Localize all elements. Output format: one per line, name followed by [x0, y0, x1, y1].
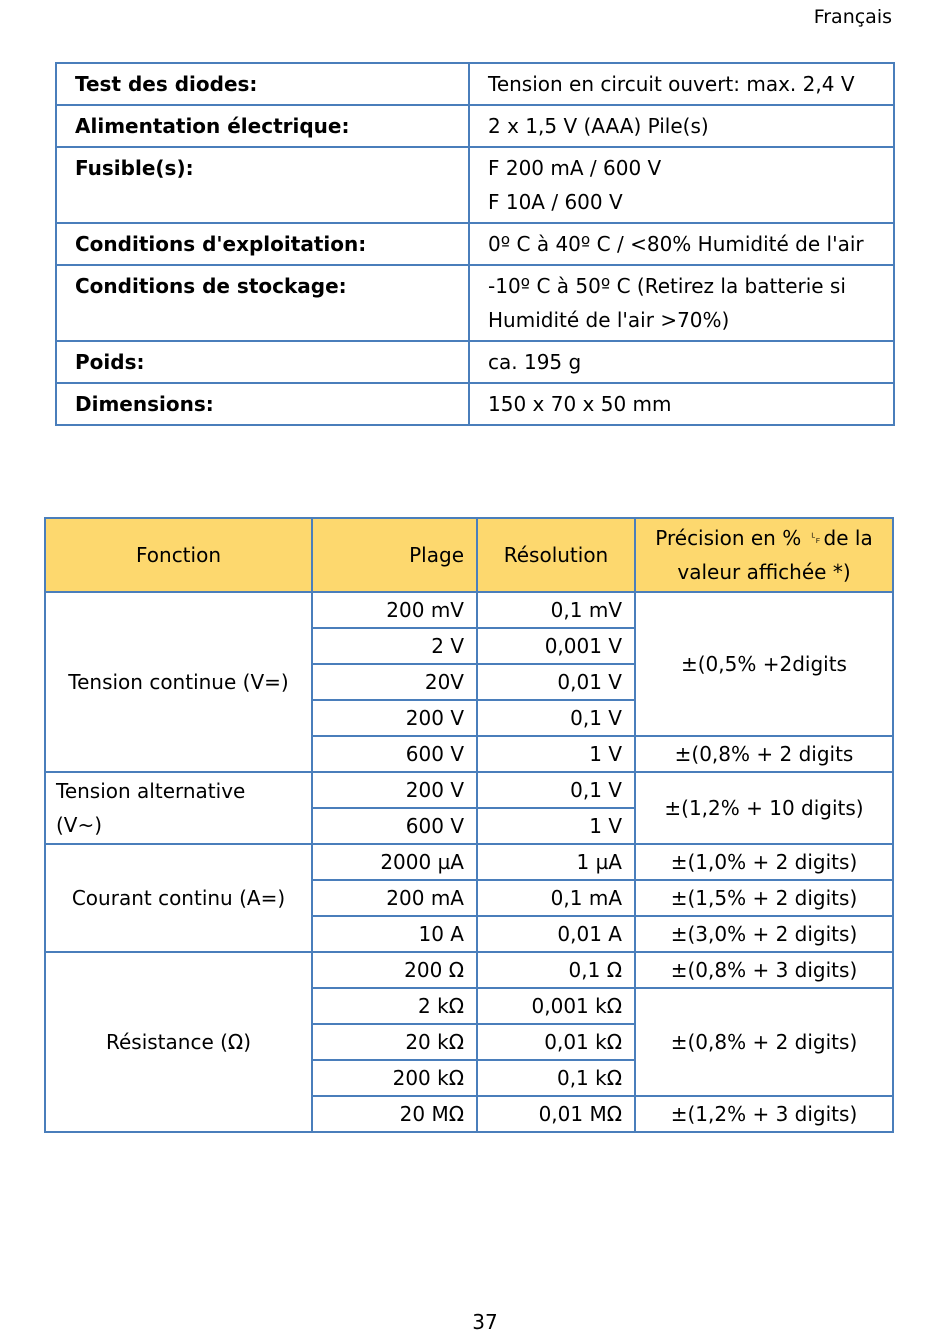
header-range: Plage	[312, 518, 477, 592]
table-row	[56, 105, 894, 147]
table-header-row	[45, 518, 893, 592]
header-resolution: Résolution	[477, 518, 635, 592]
table-row	[56, 63, 894, 105]
spec-label: Fusible(s):	[56, 147, 469, 223]
resolution-cell: 0,001 V	[477, 628, 635, 664]
table-row	[45, 592, 893, 628]
range-cell: 20 MΩ	[312, 1096, 477, 1132]
range-cell: 10 A	[312, 916, 477, 952]
spec-value-line: F 10A / 600 V	[488, 190, 623, 214]
header-accuracy-line: Précision en % ␊de la	[655, 526, 873, 550]
header-function: Fonction	[45, 518, 312, 592]
page-number: 37	[472, 1310, 498, 1334]
range-cell: 200 V	[312, 700, 477, 736]
range-cell: 200 Ω	[312, 952, 477, 988]
spec-value: 0º C à 40º C / <80% Humidité de l'air	[469, 223, 894, 265]
spec-value	[469, 265, 894, 341]
accuracy-cell: ±(0,5% +2digits	[635, 592, 893, 736]
function-name-line: (V~)	[56, 813, 103, 837]
range-cell: 200 kΩ	[312, 1060, 477, 1096]
spec-value: 150 x 70 x 50 mm	[469, 383, 894, 425]
function-dc-voltage: Tension continue (V=)	[45, 592, 312, 772]
table-row	[45, 772, 893, 808]
resolution-cell: 0,01 kΩ	[477, 1024, 635, 1060]
range-cell: 2 V	[312, 628, 477, 664]
resolution-cell: 0,01 V	[477, 664, 635, 700]
range-cell: 2000 µA	[312, 844, 477, 880]
range-cell: 600 V	[312, 808, 477, 844]
resolution-cell: 0,01 A	[477, 916, 635, 952]
table-row	[56, 147, 894, 223]
accuracy-cell: ±(1,2% + 3 digits)	[635, 1096, 893, 1132]
spec-value: 2 x 1,5 V (AAA) Pile(s)	[469, 105, 894, 147]
range-cell: 20V	[312, 664, 477, 700]
resolution-cell: 1 µA	[477, 844, 635, 880]
language-label: Français	[813, 6, 892, 28]
function-dc-current: Courant continu (A=)	[45, 844, 312, 952]
accuracy-cell: ±(0,8% + 2 digits)	[635, 988, 893, 1096]
resolution-cell: 0,1 kΩ	[477, 1060, 635, 1096]
resolution-cell: 0,001 kΩ	[477, 988, 635, 1024]
table-row	[45, 952, 893, 988]
resolution-cell: 0,1 V	[477, 772, 635, 808]
table-row	[56, 223, 894, 265]
resolution-cell: 0,1 mV	[477, 592, 635, 628]
spec-value: ca. 195 g	[469, 341, 894, 383]
range-cell: 200 mV	[312, 592, 477, 628]
function-ac-voltage	[45, 772, 312, 844]
header-accuracy	[635, 518, 893, 592]
resolution-cell: 0,01 MΩ	[477, 1096, 635, 1132]
accuracy-cell: ±(0,8% + 3 digits)	[635, 952, 893, 988]
accuracy-cell: ±(1,2% + 10 digits)	[635, 772, 893, 844]
spec-label: Dimensions:	[56, 383, 469, 425]
range-cell: 600 V	[312, 736, 477, 772]
range-cell: 200 V	[312, 772, 477, 808]
spec-label: Conditions d'exploitation:	[56, 223, 469, 265]
resolution-cell: 0,1 mA	[477, 880, 635, 916]
spec-value-line: Humidité de l'air >70%)	[488, 308, 730, 332]
range-cell: 20 kΩ	[312, 1024, 477, 1060]
resolution-cell: 1 V	[477, 808, 635, 844]
spec-value: Tension en circuit ouvert: max. 2,4 V	[469, 63, 894, 105]
table-row	[56, 341, 894, 383]
spec-value	[469, 147, 894, 223]
specifications-table	[55, 62, 895, 426]
range-cell: 200 mA	[312, 880, 477, 916]
function-resistance: Résistance (Ω)	[45, 952, 312, 1132]
spec-label: Alimentation électrique:	[56, 105, 469, 147]
spec-label: Conditions de stockage:	[56, 265, 469, 341]
spec-label: Test des diodes:	[56, 63, 469, 105]
range-cell: 2 kΩ	[312, 988, 477, 1024]
accuracy-cell: ±(1,0% + 2 digits)	[635, 844, 893, 880]
accuracy-cell: ±(0,8% + 2 digits	[635, 736, 893, 772]
header-accuracy-line: valeur affichée *)	[677, 560, 851, 584]
resolution-cell: 1 V	[477, 736, 635, 772]
table-row	[56, 383, 894, 425]
resolution-cell: 0,1 Ω	[477, 952, 635, 988]
spec-value-line: F 200 mA / 600 V	[488, 156, 662, 180]
table-row	[45, 844, 893, 880]
spec-value-line: -10º C à 50º C (Retirez la batterie si	[488, 274, 846, 298]
function-name-line: Tension alternative	[56, 779, 246, 803]
measurement-table	[44, 517, 894, 1133]
resolution-cell: 0,1 V	[477, 700, 635, 736]
table-row	[56, 265, 894, 341]
spec-label: Poids:	[56, 341, 469, 383]
accuracy-cell: ±(1,5% + 2 digits)	[635, 880, 893, 916]
accuracy-cell: ±(3,0% + 2 digits)	[635, 916, 893, 952]
